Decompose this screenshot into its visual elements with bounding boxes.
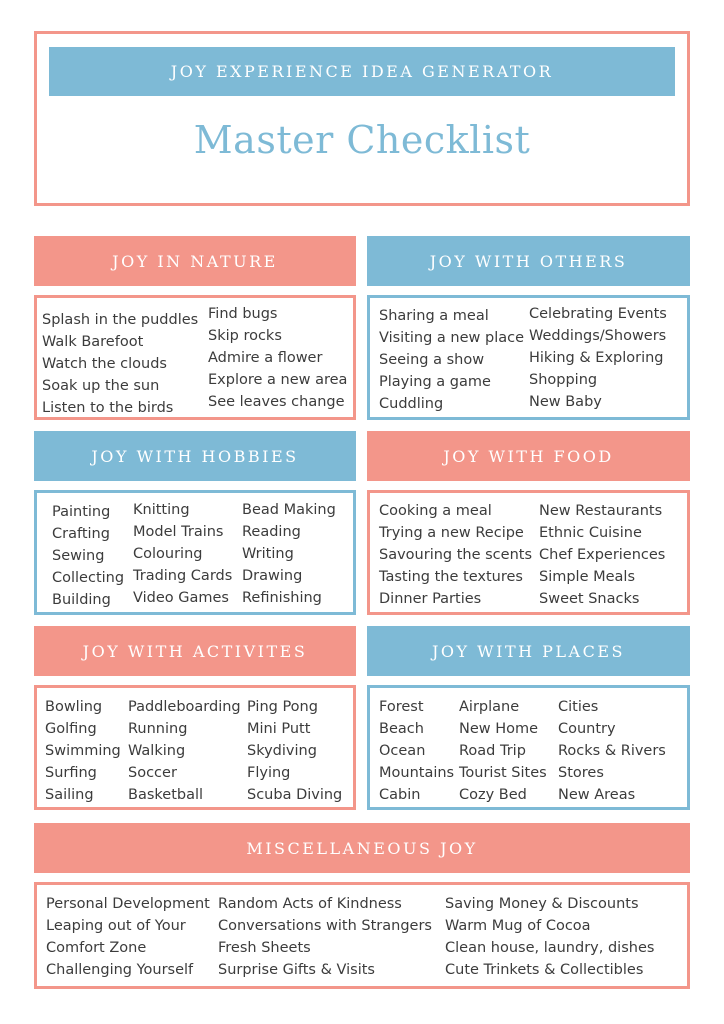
list-item: Find bugs bbox=[208, 306, 278, 322]
list-item: Forest bbox=[379, 699, 424, 715]
list-column bbox=[529, 303, 667, 413]
list-item: Running bbox=[128, 721, 188, 737]
list-item: Trading Cards bbox=[133, 568, 233, 584]
list-column bbox=[52, 501, 124, 611]
list-item: Walk Barefoot bbox=[42, 334, 144, 350]
list-column bbox=[379, 500, 532, 610]
list-item: Soak up the sun bbox=[42, 378, 160, 394]
list-item: Playing a game bbox=[379, 374, 491, 390]
list-item: Random Acts of Kindness bbox=[218, 896, 402, 912]
list-column bbox=[247, 696, 342, 806]
list-item: Video Games bbox=[133, 590, 229, 606]
list-item: New Areas bbox=[558, 787, 636, 803]
list-item: Ethnic Cuisine bbox=[539, 525, 642, 541]
list-item: Cooking a meal bbox=[379, 503, 492, 519]
list-item: Drawing bbox=[242, 568, 303, 584]
list-item: Challenging Yourself bbox=[46, 962, 194, 978]
list-item: Cozy Bed bbox=[459, 787, 527, 803]
list-item: Tasting the textures bbox=[379, 569, 523, 585]
list-item: Leaping out of Your bbox=[46, 918, 186, 934]
list-item: Paddleboarding bbox=[128, 699, 241, 715]
list-item: Beach bbox=[379, 721, 424, 737]
list-item: New Restaurants bbox=[539, 503, 663, 519]
list-item: Writing bbox=[242, 546, 294, 562]
list-column bbox=[379, 305, 524, 415]
list-item: Listen to the birds bbox=[42, 400, 174, 416]
list-item: Basketball bbox=[128, 787, 204, 803]
list-item: Scuba Diving bbox=[247, 787, 343, 803]
list-item: Admire a flower bbox=[208, 350, 323, 366]
list-item: New Home bbox=[459, 721, 539, 737]
header-subtitle: JOY EXPERIENCE IDEA GENERATOR bbox=[49, 47, 675, 96]
page-title: Master Checklist bbox=[193, 118, 531, 162]
list-item: Skydiving bbox=[247, 743, 317, 759]
list-item: Bowling bbox=[45, 699, 103, 715]
section-title-activities: JOY WITH ACTIVITES bbox=[34, 626, 356, 676]
list-item: Personal Development bbox=[46, 896, 210, 912]
list-item: Building bbox=[52, 592, 111, 608]
list-item: Warm Mug of Cocoa bbox=[445, 918, 591, 934]
list-item: Stores bbox=[558, 765, 604, 781]
list-item: Watch the clouds bbox=[42, 356, 167, 372]
list-item: Simple Meals bbox=[539, 569, 636, 585]
section-list-nature bbox=[34, 295, 356, 420]
list-column bbox=[133, 499, 232, 609]
list-item: Surprise Gifts & Visits bbox=[218, 962, 375, 978]
list-column bbox=[128, 696, 241, 806]
list-item: See leaves change bbox=[208, 394, 345, 410]
list-item: Ocean bbox=[379, 743, 426, 759]
section-title-nature: JOY IN NATURE bbox=[34, 236, 356, 286]
section-list-misc bbox=[34, 882, 690, 989]
list-column bbox=[46, 893, 210, 981]
list-column bbox=[558, 696, 666, 806]
list-item: Road Trip bbox=[459, 743, 526, 759]
list-item: Shopping bbox=[529, 372, 598, 388]
section-title-hobbies: JOY WITH HOBBIES bbox=[34, 431, 356, 481]
section-title-misc: MISCELLANEOUS JOY bbox=[34, 823, 690, 873]
list-item: Model Trains bbox=[133, 524, 224, 540]
list-item: Bead Making bbox=[242, 502, 336, 518]
section-title-food: JOY WITH FOOD bbox=[367, 431, 690, 481]
list-item: Skip rocks bbox=[208, 328, 282, 344]
list-item: Seeing a show bbox=[379, 352, 485, 368]
list-item: Airplane bbox=[459, 699, 520, 715]
list-item: Reading bbox=[242, 524, 301, 540]
list-item: Painting bbox=[52, 504, 111, 520]
list-column bbox=[459, 696, 547, 806]
list-item: Refinishing bbox=[242, 590, 322, 606]
list-column bbox=[42, 309, 198, 419]
list-item: Cute Trinkets & Collectibles bbox=[445, 962, 644, 978]
list-column bbox=[45, 696, 121, 806]
list-item: Rocks & Rivers bbox=[558, 743, 666, 759]
list-item: New Baby bbox=[529, 394, 602, 410]
list-item: Walking bbox=[128, 743, 186, 759]
list-item: Flying bbox=[247, 765, 291, 781]
list-item: Mountains bbox=[379, 765, 455, 781]
list-column bbox=[445, 893, 654, 981]
list-item: Cuddling bbox=[379, 396, 444, 412]
section-list-places bbox=[367, 685, 690, 810]
list-item: Swimming bbox=[45, 743, 121, 759]
list-item: Ping Pong bbox=[247, 699, 318, 715]
list-item: Cabin bbox=[379, 787, 421, 803]
list-item: Savouring the scents bbox=[379, 547, 533, 563]
section-list-others bbox=[367, 295, 690, 420]
list-item: Visiting a new place bbox=[379, 330, 525, 346]
section-list-activities bbox=[34, 685, 356, 810]
list-item: Splash in the puddles bbox=[42, 312, 199, 328]
list-column bbox=[208, 303, 347, 413]
section-list-hobbies bbox=[34, 490, 356, 615]
list-item: Fresh Sheets bbox=[218, 940, 311, 956]
list-item: Soccer bbox=[128, 765, 177, 781]
list-column bbox=[539, 500, 665, 610]
list-item: Sailing bbox=[45, 787, 94, 803]
list-item: Cities bbox=[558, 699, 599, 715]
list-item: Crafting bbox=[52, 526, 110, 542]
list-item: Colouring bbox=[133, 546, 203, 562]
list-item: Tourist Sites bbox=[459, 765, 547, 781]
list-item: Clean house, laundry, dishes bbox=[445, 940, 655, 956]
list-item: Chef Experiences bbox=[539, 547, 666, 563]
list-item: Hiking & Exploring bbox=[529, 350, 664, 366]
list-item: Explore a new area bbox=[208, 372, 348, 388]
list-item: Surfing bbox=[45, 765, 97, 781]
list-item: Sewing bbox=[52, 548, 105, 564]
section-title-others: JOY WITH OTHERS bbox=[367, 236, 690, 286]
list-item: Golfing bbox=[45, 721, 97, 737]
list-item: Dinner Parties bbox=[379, 591, 482, 607]
section-list-food bbox=[367, 490, 690, 615]
list-item: Weddings/Showers bbox=[529, 328, 667, 344]
list-item: Celebrating Events bbox=[529, 306, 667, 322]
list-column bbox=[218, 893, 432, 981]
list-item: Sweet Snacks bbox=[539, 591, 640, 607]
list-item: Country bbox=[558, 721, 616, 737]
list-item: Mini Putt bbox=[247, 721, 311, 737]
list-column bbox=[379, 696, 454, 806]
list-column bbox=[242, 499, 336, 609]
list-item: Trying a new Recipe bbox=[379, 525, 524, 541]
list-item: Collecting bbox=[52, 570, 125, 586]
list-item: Knitting bbox=[133, 502, 190, 518]
list-item: Saving Money & Discounts bbox=[445, 896, 639, 912]
section-title-places: JOY WITH PLACES bbox=[367, 626, 690, 676]
list-item: Sharing a meal bbox=[379, 308, 489, 324]
list-item: Comfort Zone bbox=[46, 940, 147, 956]
list-item: Conversations with Strangers bbox=[218, 918, 432, 934]
